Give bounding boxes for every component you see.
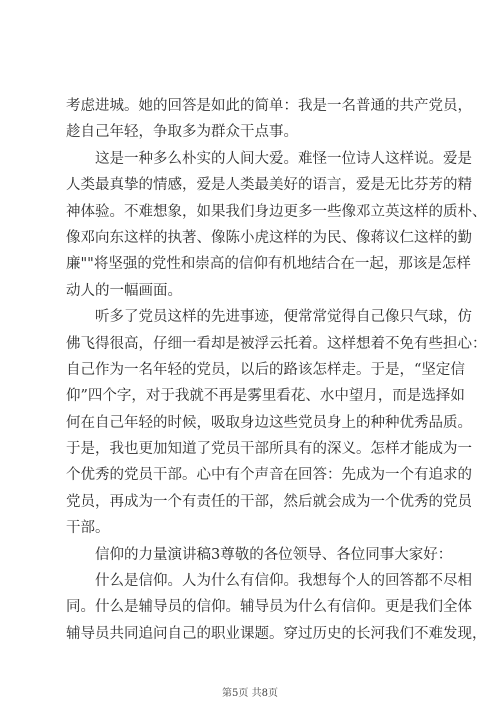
text-line: 动人的一幅画面。	[66, 282, 182, 299]
paragraph	[66, 93, 472, 146]
paragraph	[66, 146, 487, 304]
text-line: 神体验。不难想象，如果我们身边更多一些像邓立英这样的质朴、	[66, 203, 487, 220]
text-line: 信仰的力量演讲稿3尊敬的各位领导、各位同事大家好：	[95, 546, 453, 563]
text-line: 于是，我也更加知道了党员干部所具有的深义。怎样才能成为一	[66, 441, 472, 458]
text-line: 干部。	[66, 520, 110, 537]
text-line: 像邓向东这样的执著、像陈小虎这样的为民、像蒋议仁这样的勤	[66, 229, 472, 246]
text-line: 佛飞得很高，仔细一看却是被浮云托着。这样想着不免有些担心：	[66, 335, 487, 352]
text-line: 人类最真挚的情感，爱是人类最美好的语言，爱是无比芬芳的精	[66, 177, 472, 194]
text-line: 辅导员共同追问自己的职业课题。穿过历史的长河我们不难发现，	[66, 625, 487, 642]
text-line: 听多了党员这样的先进事迹，便常常觉得自己像只气球，仿	[95, 309, 472, 326]
text-line: 同。什么是辅导员的信仰。辅导员为什么有信仰。更是我们全体	[66, 599, 472, 616]
paragraph	[66, 304, 487, 542]
document-body	[66, 93, 487, 647]
text-line: 廉""将坚强的党性和崇高的信仰有机地结合在一起，那该是怎样	[66, 256, 471, 273]
paragraph	[66, 542, 452, 568]
text-line: 个优秀的党员干部。心中有个声音在回答：先成为一个有追求的	[66, 467, 472, 484]
text-line: 仰”四个字，对于我就不再是雾里看花、水中望月，而是选择如	[66, 388, 465, 405]
text-line: 这是一种多么朴实的人间大爱。难怪一位诗人这样说。爱是	[95, 150, 472, 167]
text-line: 党员，再成为一个有责任的干部，然后就会成为一个优秀的党员	[66, 493, 472, 510]
text-line: 何在自己年轻的时候，吸取身边这些党员身上的种种优秀品质。	[66, 414, 472, 431]
text-line: 什么是信仰。人为什么有信仰。我想每个人的回答都不尽相	[95, 573, 472, 590]
paragraph	[66, 568, 487, 647]
text-line: 趁自己年轻，争取多为群众干点事。	[66, 124, 298, 141]
text-line: 考虑进城。她的回答是如此的简单：我是一名普通的共产党员，	[66, 98, 472, 114]
text-line: 自己作为一名年轻的党员，以后的路该怎样走。于是，“坚定信	[66, 361, 465, 378]
page-footer: 第5页 共8页	[222, 688, 278, 699]
